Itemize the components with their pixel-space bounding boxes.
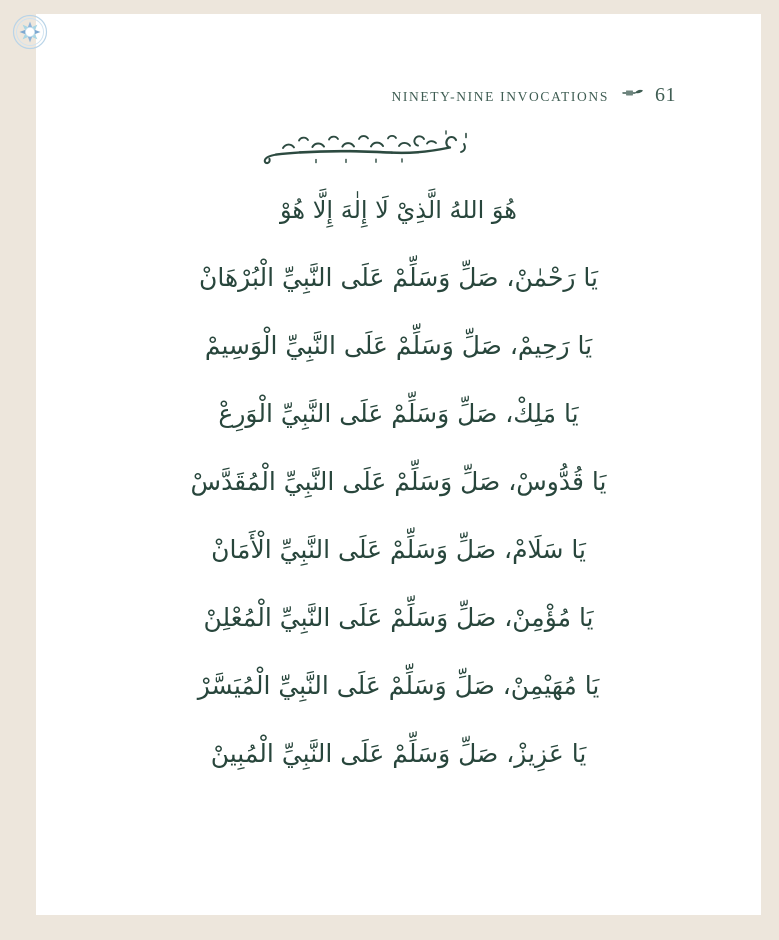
rosette-medallion-icon xyxy=(12,14,48,50)
opening-declaration: هُوَ اللهُ الَّذِيْ لَا إِلٰهَ إِلَّا هُوْ xyxy=(280,195,517,224)
page-number: 61 xyxy=(655,84,676,106)
leaf-separator-icon xyxy=(622,88,644,98)
invocation-line: يَا مُهَيْمِنْ، صَلِّ وَسَلِّمْ عَلَى النَّبِيِّ الْمُيَسَّرْ xyxy=(197,671,600,701)
running-header xyxy=(36,84,761,107)
invocation-line: يَا قُدُّوسْ، صَلِّ وَسَلِّمْ عَلَى النَّبِيِّ الْمُقَدَّسْ xyxy=(190,467,607,497)
basmala-block xyxy=(36,126,761,172)
invocation-line: يَا مَلِكْ، صَلِّ وَسَلِّمْ عَلَى النَّبِيِّ الْوَرِعْ xyxy=(218,399,579,429)
page-sheet xyxy=(36,14,761,915)
invocation-body xyxy=(36,176,761,788)
basmala-calligraphy-icon xyxy=(250,126,480,172)
invocation-line: يَا عَزِيزْ، صَلِّ وَسَلِّمْ عَلَى النَّبِيِّ الْمُبِينْ xyxy=(210,739,587,769)
invocation-line: يَا سَلَامْ، صَلِّ وَسَلِّمْ عَلَى النَّبِيِّ الْأَمَانْ xyxy=(211,535,586,565)
rosette-medallion-logo xyxy=(12,14,48,50)
invocation-line: يَا رَحِيمْ، صَلِّ وَسَلِّمْ عَلَى النَّبِيِّ الْوَسِيمْ xyxy=(204,331,593,361)
invocation-line: يَا مُؤْمِنْ، صَلِّ وَسَلِّمْ عَلَى النَّبِيِّ الْمُعْلِنْ xyxy=(203,603,594,633)
running-header-title: NINETY-NINE INVOCATIONS xyxy=(391,89,609,104)
invocation-line: يَا رَحْمٰنْ، صَلِّ وَسَلِّمْ عَلَى النَّبِيِّ الْبُرْهَانْ xyxy=(199,263,599,293)
